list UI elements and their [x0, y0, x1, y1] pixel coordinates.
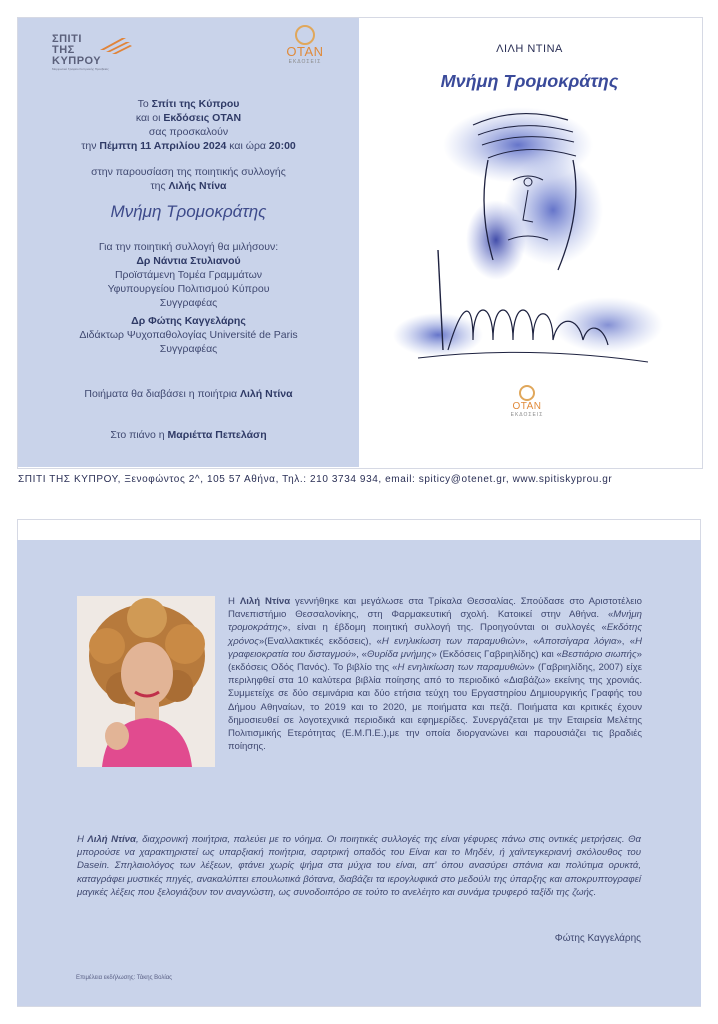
intro-text: σας προσκαλούν: [148, 126, 229, 138]
reading-line: [18, 387, 359, 401]
bio-text: », «: [350, 648, 367, 660]
bio-text: »(Εναλλακτικές εκδόσεις), «: [258, 635, 382, 647]
intro-text: την: [81, 140, 100, 152]
invitation-page: [0, 0, 718, 504]
publisher-name: Εκδόσεις ΟΤΑΝ: [163, 112, 242, 124]
critic-review: [77, 833, 641, 899]
book-title: Μνήμη Τρομοκράτης: [110, 202, 267, 221]
bio-text: » (εκδόσεις Οδός Πανός). Το βιβλίο της «: [228, 648, 642, 674]
poet-name: Λιλή Ντίνα: [87, 834, 136, 845]
spiti-logo-line1: ΣΠΙΤΙ: [52, 33, 82, 45]
speaker1-role: Συγγραφέας: [159, 297, 218, 309]
poet-name: Λιλής Ντίνα: [168, 180, 227, 192]
piano-text: Στο πιάνο η: [110, 429, 168, 441]
review-signature: Φώτης Καγγελάρης: [554, 933, 641, 944]
bio-text: γεννήθηκε και μεγάλωσε στα Τρίκαλα Θεσσαλίας. Σπούδασε στο Αριστοτέλειο Πανεπιστήμιο Θεσσαλονίκης, στη Φαρμακευτική σχολή. Κατοικεί στην Αθήνα. «: [228, 596, 642, 621]
bio-text: », «: [519, 635, 539, 647]
speaker1-name: Δρ Νάντια Στυλιανού: [136, 255, 241, 267]
speaker2-name: Δρ Φώτης Καγγελάρης: [131, 315, 246, 327]
invitation-intro: [18, 97, 359, 153]
speakers-block: [18, 240, 359, 356]
intro-text: Το: [137, 98, 152, 110]
spiti-logo-subtitle: Μορφωτικό Γραφείο Κυπριακής Πρεσβείας: [52, 67, 109, 71]
otan-logo: [284, 25, 326, 77]
poet-name: Λιλή Ντίνα: [239, 596, 291, 607]
bio-text: Η: [228, 596, 240, 607]
book-ref: Μνήμη τρομοκράτης: [228, 609, 642, 634]
book-ref: Εκδότης χρόνος: [228, 622, 642, 647]
spiti-logo-line2: ΤΗΣ: [52, 44, 75, 56]
speaker1-role: Υφυπουργείου Πολιτισμού Κύπρου: [107, 283, 270, 295]
reader-name: Λιλή Ντίνα: [240, 388, 293, 400]
speakers-intro: Για την ποιητική συλλογή θα μιλήσουν:: [98, 241, 279, 253]
review-text: , διαχρονική ποιήτρια, παλεύει με το νόημα. Οι ποιητικές συλλογές της είναι γέφυρες πάνω στις οντικές μετρήσεις. Θα μπορούσε να χαρακτηριστεί ως υπαρξιακή ποιήτρια, σαρτρική οπαδός του Είναι και το Μηδέν, ή χαϊντεγκεριανή σκόλουθος του Dasein. Σπηλαιολόγος των λέξεων, φτάνει χωρίς ψήμα στα μύχια του είναι, απ' όπου ανασύρει σπάνια και πολύτιμα ορυκτά, καταγράφει μυστικές πηγές, ανακαλύπτει επουλωτικά βότανα, διαβάζει τα ιερογλυφικά στο μεδούλι της ύπαρξης και αποκρυπτογραφεί μαγικές λέξεις που ξελογιάζουν τον αναγνώστη, ως συνοδοιπόρο σε τούτο το ανελέητο και συνάμα τρυφερό ταξίδι της ζωής.: [77, 834, 641, 898]
cover-watercolor-illustration: [378, 100, 673, 375]
event-credit: Επιμέλεια εκδήλωσης: Τάκης Βολίας: [76, 975, 173, 981]
piano-line: [18, 428, 359, 442]
event-date: Πέμπτη 11 Απριλίου 2024: [99, 140, 227, 152]
event-time: 20:00: [268, 140, 296, 152]
otan-cover-sub: ΕΚΔΟΣΕΙΣ: [510, 412, 544, 418]
otan-logo-word: ΟΤΑΝ: [286, 44, 324, 59]
intro-text: και ώρα: [226, 140, 269, 152]
otan-cover-logo: [505, 385, 549, 429]
bio-text: » (Εκδόσεις Γαβριηλίδης) και «: [431, 648, 562, 660]
spiti-kyprou-logo: [52, 34, 134, 76]
speaker2-role: Διδάκτωρ Ψυχοπαθολογίας Université de Paris: [79, 329, 298, 341]
bio-text: » (Γαβριηλίδης, 2007) είχε περιληφθεί στα 10 καλύτερα βιβλία ποίησης από το περιοδικό «Διαβάζω» εκείνης της χρονιάς. Συμμετείχε σε δύο σεμινάρια και δύο ετήσια τεύχη του Εργαστηρίου Δημιουργικής Γραφής του Δήμου Αθηναίων, το 2019 και το 2020, με ποιήματα και πεζά. Ποιήματα και κριτικές έχουν δημοσιευθεί σε λογοτεχνικά περιοδικά και εφημερίδες. Συνεργάζεται με την Εταιρεία Μελέτης Πολιτισμικής Ετερότητας (Ε.Μ.Π.Ε.),με την οποία διοργανώνει και παρουσιάζει τις βραδιές ποίησης.: [228, 662, 642, 753]
presentation-text: της: [150, 180, 169, 192]
book-ref: Η ενηλικίωση των παραμυθιών: [397, 662, 530, 674]
bio-page: [0, 519, 718, 1024]
review-text: Η: [77, 834, 88, 845]
book-ref: Αποτσίγαρα λόγια: [538, 635, 617, 647]
address-footer: ΣΠΙΤΙ ΤΗΣ ΚΥΠΡΟΥ, Ξενοφώντος 2^, 105 57 Αθήνα, Τηλ.: 210 3734 934, email: spiticy@otenet.gr, www.spitiskyprou.gr: [18, 474, 613, 485]
host-name: Σπίτι της Κύπρου: [151, 98, 240, 110]
book-ref: Βεστιάριο σιωπής: [561, 648, 637, 660]
intro-text: και οι: [135, 112, 164, 124]
bio-text: », «: [616, 635, 636, 647]
book-ref: Η ενηλικίωση των παραμυθιών: [381, 635, 520, 647]
logo-stripes-icon: [92, 36, 132, 56]
book-ref: Η γραφειοκρατία του δισταγμού: [228, 635, 642, 660]
reading-text: Ποιήματα θα διαβάσει η ποιήτρια: [84, 388, 241, 400]
otan-logo-sub: ΕΚΔΟΣΕΙΣ: [288, 59, 322, 65]
poet-biography: [228, 595, 642, 753]
cover-author: ΛΙΛΗ ΝΤΙΝΑ: [496, 43, 563, 55]
presentation-text: στην παρουσίαση της ποιητικής συλλογής: [91, 166, 286, 178]
book-ref: Θυρίδα μνήμης: [366, 648, 432, 660]
poet-portrait-photo: [77, 596, 215, 767]
otan-emblem-icon: [519, 385, 535, 401]
presentation-line: [18, 165, 359, 193]
speaker2-role: Συγγραφέας: [159, 343, 218, 355]
speaker1-role: Προϊστάμενη Τομέα Γραμμάτων: [114, 269, 263, 281]
cover-title: Μνήμη Τρομοκράτης: [440, 71, 619, 91]
otan-cover-word: ΟΤΑΝ: [512, 401, 542, 412]
pianist-name: Μαριέττα Πεπελάση: [167, 429, 267, 441]
bio-text: », είναι η έβδομη ποιητική συλλογή της. Προηγούνται οι συλλογές «: [282, 622, 607, 634]
spiti-logo-line3: ΚΥΠΡΟΥ: [52, 55, 102, 67]
otan-emblem-icon: [295, 25, 315, 45]
